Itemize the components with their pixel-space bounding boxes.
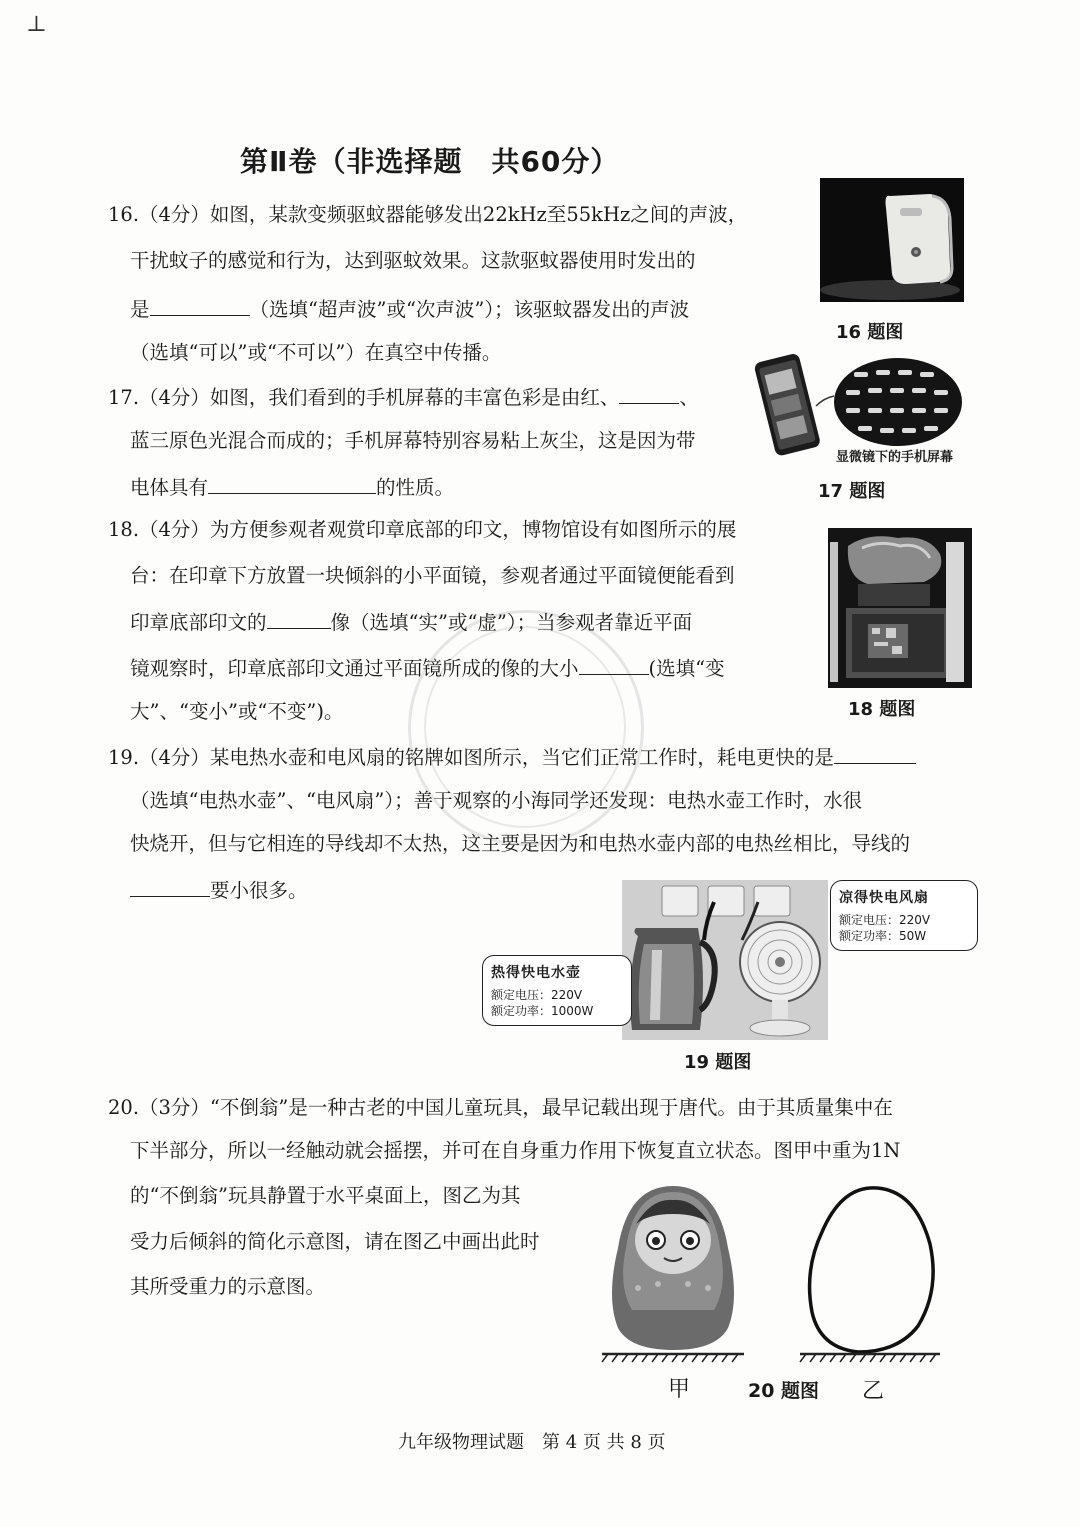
q19-line1-text: 19.（4分）某电热水壶和电风扇的铭牌如图所示，当它们正常工作时，耗电更快的是 [108,746,834,769]
q18-line-4 [130,656,725,679]
q20-line-4: 受力后倾斜的简化示意图，请在图乙中画出此时 [130,1230,540,1253]
q16-line-4: （选填“可以”或“不可以”）在真空中传播。 [130,341,502,364]
q20-label-yi: 乙 [862,1379,885,1404]
q20-label-jia: 甲 [668,1377,691,1402]
seal-display-image [828,528,972,688]
q18-line4-prefix: 镜观察时，印章底部印文通过平面镜所成的像的大小 [130,657,579,680]
q16-caption: 16 题图 [836,322,904,343]
q16-blank-1[interactable] [150,297,250,316]
q17-line1-suffix: 、 [679,386,699,409]
kettle-nameplate-title: 热得快电水壶 [491,965,581,981]
q16-figure [820,178,964,302]
q18-line-2: 台：在印章下方放置一块倾斜的小平面镜，参观者通过平面镜便能看到 [130,564,735,587]
q16-line-3 [130,297,689,320]
q18-blank-2[interactable] [579,656,649,675]
q20-figure-yi [798,1180,942,1364]
q20-caption: 20 题图 [748,1380,820,1402]
q17-line3-suffix: 的性质。 [376,476,455,499]
q20-figure-jia [598,1178,748,1364]
tumbler-outline-diagram[interactable] [798,1180,942,1364]
q17-caption: 17 题图 [818,481,886,502]
section-title: 第Ⅱ卷（非选择题 共60分） [240,145,620,178]
q18-line-3 [130,610,692,633]
q18-blank-1[interactable] [267,610,331,629]
mosquito-repeller-image [820,178,964,302]
kettle-nameplate [482,955,632,1026]
q17-line-3 [130,475,454,498]
q16-line-1: 16.（4分）如图，某款变频驱蚊器能够发出22kHz至55kHz之间的声波， [108,203,748,226]
q20-line-2: 下半部分，所以一经触动就会摇摆，并可在自身重力作用下恢复直立状态。图甲中重为1N [130,1139,901,1162]
tumbler-toy-image [598,1178,748,1364]
q20-line-3: 的“不倒翁”玩具静置于水平桌面上，图乙为其 [130,1184,521,1207]
q19-line-4 [130,878,308,901]
q19-line-2: （选填“电热水壶”、“电风扇”）；善于观察的小海同学还发现：电热水壶工作时，水很 [130,789,863,812]
fan-rated-power: 额定功率：50W [839,929,927,943]
q16-line-2: 干扰蚊子的感觉和行为，达到驱蚊效果。这款驱蚊器使用时发出的 [130,249,696,272]
q17-microscope-label: 显微镜下的手机屏幕 [836,450,954,465]
q18-line-1: 18.（4分）为方便参观者观赏印章底部的印文，博物馆设有如图所示的展 [108,518,737,541]
fan-nameplate [830,880,978,951]
q20-line-1: 20.（3分）“不倒翁”是一种古老的中国儿童玩具，最早记载出现于唐代。由于其质量集中在 [108,1096,893,1119]
kettle-rated-voltage: 额定电压：220V [491,988,583,1002]
q18-figure [828,528,972,688]
q19-line-3: 快烧开，但与它相连的导线却不太热，这主要是因为和电热水壶内部的电热丝相比，导线的 [130,832,911,855]
q19-caption: 19 题图 [684,1052,752,1073]
q19-blank-2[interactable] [130,878,210,897]
q16-line3-text: （选填“超声波”或“次声波”）；该驱蚊器发出的声波 [249,298,690,321]
q19-line4-suffix: 要小很多。 [210,879,308,902]
page-footer: 九年级物理试题 第 4 页 共 8 页 [398,1432,666,1453]
q16-line3-prefix: 是 [130,298,150,321]
q18-line3-prefix: 印章底部印文的 [130,611,267,634]
q17-line3-prefix: 电体具有 [130,476,209,499]
q17-line-1 [108,385,699,408]
q19-figure [622,880,828,1040]
q17-blank-2[interactable] [208,475,376,494]
q18-line3-suffix: 像（选填“实”或“虚”）；当参观者靠近平面 [330,611,693,634]
q17-line-2: 蓝三原色光混合而成的；手机屏幕特别容易粘上灰尘，这是因为带 [130,429,696,452]
q18-caption: 18 题图 [848,699,916,720]
kettle-fan-image [622,880,828,1040]
q17-blank-1[interactable] [619,385,679,404]
q18-line4-suffix: (选填“变 [648,657,725,680]
q18-line-5: 大”、“变小”或“不变”)。 [130,700,344,723]
fan-nameplate-title: 凉得快电风扇 [839,890,929,906]
fan-rated-voltage: 额定电压：220V [839,913,931,927]
q19-blank-1[interactable] [834,745,916,764]
q17-line1-text: 17.（4分）如图，我们看到的手机屏幕的丰富色彩是由红、 [108,386,620,409]
q19-line-1 [108,745,916,768]
q20-line-5: 其所受重力的示意图。 [130,1275,326,1298]
kettle-rated-power: 额定功率：1000W [491,1004,594,1018]
corner-mark: ⊥ [26,12,47,37]
